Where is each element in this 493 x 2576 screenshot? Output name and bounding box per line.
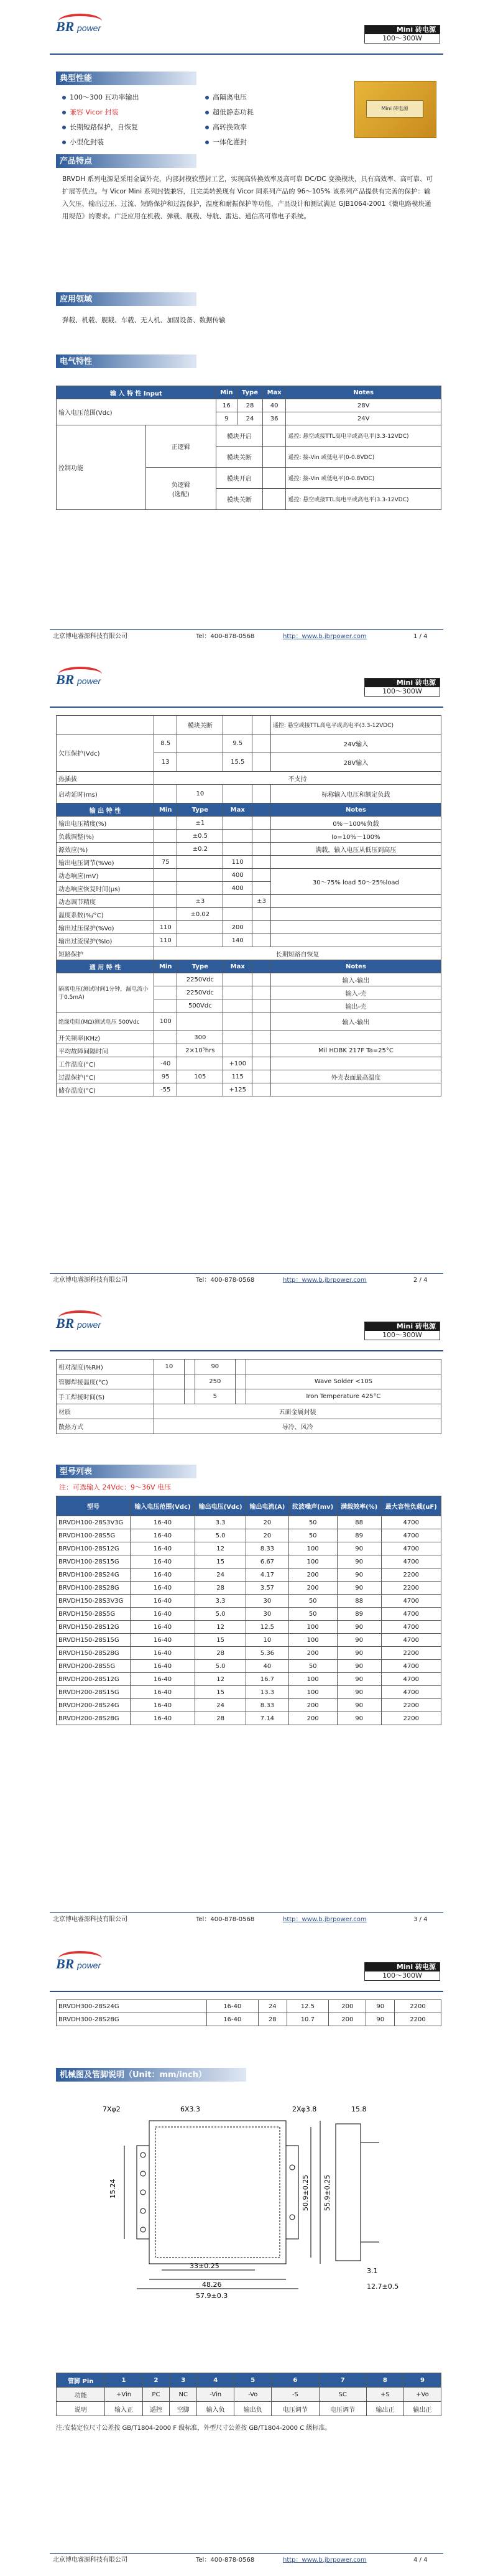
pin-cell: 3	[170, 2373, 197, 2388]
value-cell: 90	[337, 1634, 381, 1647]
dim-label: 15.24	[109, 2179, 117, 2198]
page-header	[0, 0, 493, 75]
value-cell: 100	[288, 1542, 337, 1555]
pin-cell: 6	[272, 2373, 319, 2388]
model-cell: BRVDH100-28S24G	[57, 1568, 131, 1582]
value-cell: 90	[337, 1673, 381, 1686]
value-cell: 13.3	[246, 1686, 288, 1699]
value-cell: 200	[288, 1647, 337, 1660]
model-cell: BRVDH150-28S3V3G	[57, 1595, 131, 1608]
model-note: 注：可选输入 24Vdc：9～36V 电压	[59, 1483, 172, 1491]
value-cell: 200	[288, 1712, 337, 1725]
intro-text: BRVDH 系列电源是采用金属外壳，内部封模软塑封工艺，实现高转换效率及高可靠 DC/DC 变换模块，具有高效率、高可靠、可扩展等优点。与 Vicor Mini 系列封装兼容，且完美转换现有 Vicor 同系列产品的 96～105% 该系列产品提供有完善的保护：输入欠压、输出过压、过流、短路保护和过温保护，温度和耐振保护等功能，产品设计和测试满足 GJB1064-2001《微电路模块通用规范》的要求。广泛应用在机载、弹载、舰载、导航、雷达、通信高可靠电子系统。	[62, 175, 433, 220]
table-row: 动态响应恢复时间(μs) 400	[57, 882, 441, 895]
table-row: 工作温度(°C) -40 +100	[57, 1057, 441, 1070]
value-cell: 20	[246, 1516, 288, 1529]
value-cell: 16-40	[131, 1634, 195, 1647]
value-cell: 90	[337, 1542, 381, 1555]
value-cell: 2200	[381, 1647, 441, 1660]
pin-cell: 遥控	[142, 2402, 170, 2416]
table-row: 500Vdc 输出-壳	[57, 999, 441, 1012]
table-row: 负逻辑 (选配) 模块开启 遥控: 接-Vin 或低电平(0-0.8VDC)	[57, 468, 441, 489]
value-cell: 16-40	[206, 2013, 258, 2026]
company-logo: BR power	[56, 667, 124, 693]
table-row: 9 24 36 24V	[57, 412, 441, 425]
dim-label: 6X3.3	[180, 2105, 201, 2113]
table-row: 动态响应(mV) 400 30～75% load 50～25%load	[57, 869, 441, 882]
model-table: 型号 输入电压范围(Vdc) 输出电压(Vdc) 输出电流(A) 纹波噪声(mv) 满载效率(%) 最大容性负载(uF) BRVDH100-28S3V3G 16-40 3.3 20 50 88 4700 BRVDH100-28S5G 16-40 5.0 20 50 89 4700 BRVDH100-28S12G 16-40 12 8.33 100 90 4700 BRVDH100-28S15G 16-40 15 6.67 100 90 4700 BRVDH100-28S24G 16-40 24 4.17 200 90 2200 BRVDH100-28S28G 16-40 28 3.57 200 90 2200 BRVDH150-28S3V3G 16-40 3.3 30 50 88 4700 BRVDH150-28S5G 16-40 5.0 30 50 89 4700 BRVDH150-28S12G 16-40 12 12.5 100 90 4700 BRVDH150-28S15G 16-40 15 10 100 90 4700 BRVDH150-28S28G 16-40 28 5.36 200 90 2200 BRVDH200-28S5G 16-40 5.0 40 50 90 4700 BRVDH200-28S12G 16-40 12 16.7 100 90 4700 BRVDH200-28S15G 16-40 15 13.3 100 90 4700 BRVDH200-28S24G 16-40 24 8.33 200 90 2200 BRVDH200-28S28G 16-40 28 7.14 200 90 2200	[56, 1496, 441, 1725]
pin-cell: +Vo	[403, 2388, 441, 2402]
pin-hole	[141, 2190, 145, 2195]
value-cell: 90	[337, 1568, 381, 1582]
pin-cell: -S	[272, 2388, 319, 2402]
table-row: 过温保护(°C) 95 105 115 外壳表面最高温度	[57, 1070, 441, 1083]
model-cell: BRVDH150-28S12G	[57, 1621, 131, 1634]
model-cell: BRVDH150-28S15G	[57, 1634, 131, 1647]
page-1	[0, 0, 493, 653]
table-row	[57, 2013, 441, 2026]
value-cell: 16-40	[131, 1555, 195, 1568]
power-range: 100～300W	[382, 34, 422, 42]
table-row	[57, 1516, 441, 1529]
pin-cell: 2	[142, 2373, 170, 2388]
company-logo: BR power	[56, 14, 124, 40]
table-row: 源效应(%) ±0.2 满载，输入电压从低压到高压	[57, 843, 441, 856]
value-cell: 28	[195, 1647, 246, 1660]
pin-cell: 空脚	[170, 2402, 197, 2416]
value-cell: 88	[337, 1516, 381, 1529]
website-link[interactable]: http：www.b.jbrpower.com	[283, 1916, 367, 1923]
pin-cell: 电压调节	[319, 2402, 366, 2416]
value-cell: 12	[195, 1621, 246, 1634]
value-cell: 4700	[381, 1516, 441, 1529]
pin-cell: PC	[142, 2388, 170, 2402]
table-row: 动态调节精度 ±3 ±3	[57, 895, 441, 908]
table-row: 输出过流保护(%Io) 110 140	[57, 934, 441, 947]
features-heading: 典型性能	[56, 72, 196, 85]
table-row: 模块关断 遥控: 悬空或接TTL高电平或高电平(3.3-12VDC)	[57, 716, 441, 734]
value-cell: 200	[288, 1582, 337, 1595]
value-cell: 28	[195, 1582, 246, 1595]
product-title-box	[364, 25, 440, 44]
page-3	[0, 1297, 493, 1937]
table-row: 模块关断 遥控: 悬空或接TTL高电平或高电平(3.3-12VDC)	[57, 489, 441, 510]
model-cell: BRVDH100-28S5G	[57, 1529, 131, 1542]
value-cell: 4700	[381, 1595, 441, 1608]
value-cell: 4700	[381, 1673, 441, 1686]
value-cell: 5.0	[195, 1529, 246, 1542]
table-row: 隔离电压(测试时间1分钟，漏电流小于0.5mA) 2250Vdc 输入-输出	[57, 973, 441, 986]
table-row	[57, 1555, 441, 1568]
value-cell: 2200	[395, 2000, 441, 2013]
value-cell: 16-40	[206, 2000, 258, 2013]
value-cell: 16-40	[131, 1595, 195, 1608]
value-cell: 40	[246, 1660, 288, 1673]
table-row	[57, 1673, 441, 1686]
model-table-continued	[56, 1999, 441, 2026]
table-row: 输出电压调节(%Vo) 75 110	[57, 856, 441, 869]
website-link[interactable]: http：www.b.jbrpower.com	[283, 2557, 367, 2564]
pin-cell: SC	[319, 2388, 366, 2402]
value-cell: 24	[195, 1699, 246, 1712]
pin-cell: +Vin	[105, 2388, 142, 2402]
dim-label: 55.9±0.25	[323, 2174, 331, 2211]
value-cell: 30	[246, 1595, 288, 1608]
pin-hole	[141, 2208, 145, 2213]
value-cell: 50	[288, 1595, 337, 1608]
website-link[interactable]: http：www.b.jbrpower.com	[283, 633, 367, 640]
value-cell: 90	[337, 1660, 381, 1673]
value-cell: 89	[337, 1529, 381, 1542]
value-cell: 16.7	[246, 1673, 288, 1686]
page-footer: 北京博电睿源科技有限公司 Tel：400-878-0568 http：www.b.jbrpower.com 3 / 4	[53, 1915, 445, 1925]
value-cell: 200	[288, 1568, 337, 1582]
value-cell: 24	[258, 2000, 287, 2013]
value-cell: 8.33	[246, 1699, 288, 1712]
product-title-box: Mini 砖电源 100～300W	[364, 678, 440, 697]
model-cell: BRVDH150-28S5G	[57, 1608, 131, 1621]
table-row: 控制功能 正逻辑 模块开启 遥控: 悬空或接TTL高电平或高电平(3.3-12VDC)	[57, 425, 441, 447]
table-row	[57, 1712, 441, 1725]
table-row	[57, 1529, 441, 1542]
value-cell: 100	[288, 1621, 337, 1634]
table-row	[57, 1647, 441, 1660]
application-text: 弹载、机载、舰载、车载、无人机、加固设备、数据传输	[62, 317, 226, 324]
value-cell: 20	[246, 1529, 288, 1542]
value-cell: 16-40	[131, 1699, 195, 1712]
value-cell: 6.67	[246, 1555, 288, 1568]
value-cell: 90	[337, 1712, 381, 1725]
value-cell: 2200	[381, 1568, 441, 1582]
company-logo: BR power	[56, 1310, 124, 1337]
model-list-heading: 型号列表	[56, 1465, 196, 1478]
pin-hole	[141, 2227, 145, 2232]
value-cell: 24	[195, 1568, 246, 1582]
value-cell: 2200	[381, 1699, 441, 1712]
pin-hole	[290, 2165, 295, 2170]
pin-cell: 5	[234, 2373, 272, 2388]
value-cell: 3.3	[195, 1516, 246, 1529]
pin-cell: 4	[197, 2373, 234, 2388]
pin-hole	[141, 2171, 145, 2176]
value-cell: 4700	[381, 1634, 441, 1647]
value-cell: 16-40	[131, 1608, 195, 1621]
value-cell: 10	[246, 1634, 288, 1647]
value-cell: 2200	[381, 1582, 441, 1595]
dim-label: 33±0.25	[190, 2262, 219, 2270]
value-cell: 28	[258, 2013, 287, 2026]
value-cell: 16-40	[131, 1673, 195, 1686]
value-cell: 4700	[381, 1660, 441, 1673]
value-cell: 30	[246, 1608, 288, 1621]
product-title-box: Mini 砖电源 100～300W	[364, 1962, 440, 1981]
table-row	[57, 1568, 441, 1582]
table-row	[57, 1634, 441, 1647]
feature-item: 兼容 Vicor 封装	[62, 105, 139, 120]
model-cell: BRVDH100-28S12G	[57, 1542, 131, 1555]
table-row	[57, 1686, 441, 1699]
feature-item: 高转换效率	[205, 120, 254, 135]
pin-cell: NC	[170, 2388, 197, 2402]
value-cell: 12.5	[246, 1621, 288, 1634]
value-cell: 90	[337, 1647, 381, 1660]
value-cell: 100	[288, 1686, 337, 1699]
table-row	[57, 1621, 441, 1634]
value-cell: 4700	[381, 1621, 441, 1634]
pin-hole	[290, 2215, 295, 2220]
table-row: 2250Vdc 输入-壳	[57, 986, 441, 999]
value-cell: 8.33	[246, 1542, 288, 1555]
features-list	[62, 90, 342, 152]
value-cell: 16-40	[131, 1516, 195, 1529]
electrical-heading: 电气特性	[56, 354, 196, 368]
pin-cell: 电压调节	[272, 2402, 319, 2416]
table-row	[57, 1660, 441, 1673]
value-cell: 90	[337, 1621, 381, 1634]
value-cell: 200	[329, 2013, 366, 2026]
feature-item: 高隔离电压	[205, 90, 254, 105]
input-spec-table: 输 入 特 性 Input Min Type Max Notes 输入电压范围(Vdc) 16 28 40 28V 9 24 36 24V 控制功能 正逻辑 模块开启 遥控: 悬空或接TTL高电平或高电平(3.3-12VDC) 模块关断 遥控: 接-Vin 或低电平(0-0.8VDC) 负逻辑 (选配) 模块开启 遥控: 接-Vin 或低电平(0-0.8VDC) 模块关断 遥控: 悬空或接TTL高电平或高电平(3.3-12VDC)	[56, 386, 441, 510]
value-cell: 4700	[381, 1529, 441, 1542]
value-cell: 16-40	[131, 1529, 195, 1542]
model-cell: BRVDH100-28S3V3G	[57, 1516, 131, 1529]
mechanical-drawing	[56, 2087, 441, 2335]
table-row	[57, 1608, 441, 1621]
table-row	[57, 1542, 441, 1555]
table-row: 启动延时(ms) 10 标称输入电压和额定负载	[57, 785, 441, 804]
value-cell: 4.17	[246, 1568, 288, 1582]
pin-cell: 1	[105, 2373, 142, 2388]
value-cell: 16-40	[131, 1621, 195, 1634]
value-cell: 28	[195, 1712, 246, 1725]
page-2	[0, 653, 493, 1297]
table-row: 欠压保护(Vdc) 8.5 9.5 24V输入	[57, 734, 441, 753]
model-cell: BRVDH200-28S24G	[57, 1699, 131, 1712]
value-cell: 100	[288, 1555, 337, 1568]
pin-hole	[141, 2152, 145, 2157]
value-cell: 15	[195, 1555, 246, 1568]
pin-cell: +S	[366, 2388, 403, 2402]
value-cell: 4700	[381, 1555, 441, 1568]
table-row	[57, 2000, 441, 2013]
value-cell: 50	[288, 1529, 337, 1542]
value-cell: 5.36	[246, 1647, 288, 1660]
table-row: 热插拔 不支持	[57, 772, 441, 785]
value-cell: 12	[195, 1542, 246, 1555]
model-cell: BRVDH300-28S28G	[57, 2013, 207, 2026]
intro-heading: 产品特点	[56, 154, 196, 168]
value-cell: 16-40	[131, 1660, 195, 1673]
dim-label: 48.26	[202, 2281, 222, 2289]
value-cell: 100	[288, 1673, 337, 1686]
value-cell: 5.0	[195, 1660, 246, 1673]
table-row: 管脚焊接温度(°C) 250 Wave Solder <10S	[57, 1374, 441, 1389]
value-cell: 90	[366, 2000, 395, 2013]
value-cell: 200	[288, 1699, 337, 1712]
value-cell: 88	[337, 1595, 381, 1608]
value-cell: 50	[288, 1660, 337, 1673]
table-row: 输入电压范围(Vdc) 16 28 40 28V	[57, 399, 441, 412]
model-cell: BRVDH200-28S12G	[57, 1673, 131, 1686]
value-cell: 16-40	[131, 1712, 195, 1725]
model-cell: BRVDH100-28S28G	[57, 1582, 131, 1595]
value-cell: 200	[329, 2000, 366, 2013]
value-cell: 50	[288, 1608, 337, 1621]
pin-cell: 输入负	[197, 2402, 234, 2416]
table-row: 模块关断 遥控: 接-Vin 或低电平(0-0.8VDC)	[57, 447, 441, 468]
model-cell: BRVDH100-28S15G	[57, 1555, 131, 1568]
table-row: 输出过压保护(%Vo) 110 200	[57, 921, 441, 934]
value-cell: 90	[337, 1699, 381, 1712]
table-row: 绝缘电阻(MΩ)测试电压 500Vdc 100 输入-输出	[57, 1012, 441, 1031]
table-row: 储存温度(°C) -55 +125	[57, 1083, 441, 1096]
value-cell: 50	[288, 1516, 337, 1529]
pin-cell: 输出正	[403, 2402, 441, 2416]
dim-label: 15.8	[351, 2105, 367, 2113]
product-title-box: Mini 砖电源 100～300W	[364, 1322, 440, 1340]
dim-label: 3.1	[367, 2267, 378, 2275]
value-cell: 90	[337, 1555, 381, 1568]
model-cell: BRVDH300-28S24G	[57, 2000, 207, 2013]
value-cell: 4700	[381, 1608, 441, 1621]
mechanical-heading: 机械图及管脚说明（Unit：mm/inch）	[56, 2068, 246, 2082]
value-cell: 3.3	[195, 1595, 246, 1608]
model-cell: BRVDH200-28S15G	[57, 1686, 131, 1699]
dim-label: 7Xφ2	[103, 2105, 121, 2113]
pin-cell: -Vo	[234, 2388, 272, 2402]
table-row: 负载调整(%) ±0.5 Io=10%～100%	[57, 830, 441, 843]
table-row: 材质 五面金属封装	[57, 1404, 441, 1419]
value-cell: 12	[195, 1673, 246, 1686]
value-cell: 12.5	[287, 2000, 329, 2013]
application-heading: 应用领域	[56, 292, 196, 306]
model-cell: BRVDH150-28S28G	[57, 1647, 131, 1660]
output-spec-table: 模块关断 遥控: 悬空或接TTL高电平或高电平(3.3-12VDC) 欠压保护(Vdc) 8.5 9.5 24V输入 13 15.5 28V输入 热插拔 不支持 启动延时(ms) 10 标称输入电压和额定负载 输 出 特 性 Min Type Max Notes 输出电压精度(%) ±1 0%～100%负载 负载调整(%) ±0.5 Io=10%～100% 源效应(%) ±0.2 满载，输入电压从低压到高压 输出电压调节(%Vo) 75 110 动态响应(mV) 400 30～75% load 50～25%load 动态响应恢复时间(μs) 400 动态调节精度 ±3 ±3 温度系数(%/°C) ±0.02 输出过压保护(%Vo) 110 200 输出过流保护(%Io) 110 140 短路保护 长期短路自恢复 通 用 特 性 Min Type Max Notes 隔离电压(测试时间1分钟，漏电流小于0.5mA) 2250Vdc 输入-输出 2250Vdc 输入-壳 500Vdc 输出-壳 绝缘电阻(MΩ)测试电压 500Vdc 100 输入-输出 开关频率(KHz) 300 平均故障间隔时间 2×10⁵hrs Mil HDBK 217F Ta=25°C 工作温度(°C) -40 +100 过温保护(°C) 95 105 115 外壳表面最高温度 储存温度(°C) -55 +125	[56, 715, 441, 1096]
company-logo: BR power	[56, 1951, 124, 1977]
value-cell: 16-40	[131, 1686, 195, 1699]
pin-cell: 9	[403, 2373, 441, 2388]
website-link[interactable]: http：www.b.jbrpower.com	[283, 1277, 367, 1284]
pin-cell: 输出正	[366, 2402, 403, 2416]
pin-cell: -Vin	[197, 2388, 234, 2402]
table-row: 手工焊接时间(S) 5 Iron Temperature 425°C	[57, 1389, 441, 1404]
header-rule	[50, 53, 443, 55]
value-cell: 10.7	[287, 2013, 329, 2026]
page-footer: 北京博电睿源科技有限公司 Tel：400-878-0568 http：www.b.jbrpower.com 4 / 4	[53, 2555, 445, 2565]
pin-cell: 管脚 Pin	[57, 2373, 105, 2388]
dim-label: 50.9±0.25	[302, 2174, 310, 2211]
page-4	[0, 1937, 493, 2576]
value-cell: 100	[288, 1634, 337, 1647]
feature-item: 一体化灌封	[205, 135, 254, 150]
value-cell: 15	[195, 1686, 246, 1699]
product-title: Mini 砖电源	[365, 25, 440, 34]
table-row: 输出电压精度(%) ±1 0%～100%负载	[57, 817, 441, 830]
pin-cell: 说明	[57, 2402, 105, 2416]
dim-label: 12.7±0.5	[367, 2282, 399, 2291]
feature-item: 小型化封装	[62, 135, 139, 150]
value-cell: 4700	[381, 1542, 441, 1555]
value-cell: 7.14	[246, 1712, 288, 1725]
feature-item: 100～300 瓦功率输出	[62, 90, 139, 105]
value-cell: 5.0	[195, 1608, 246, 1621]
dim-label: 57.9±0.3	[196, 2292, 228, 2300]
table-row: 13 15.5 28V输入	[57, 753, 441, 772]
table-row: 散热方式 导冷、风冷	[57, 1419, 441, 1434]
table-row: 温度系数(%/°C) ±0.02	[57, 908, 441, 921]
table-row	[57, 1582, 441, 1595]
value-cell: 89	[337, 1608, 381, 1621]
general-spec-table	[56, 1359, 441, 1434]
value-cell: 2200	[395, 2013, 441, 2026]
pin-cell: 功能	[57, 2388, 105, 2402]
feature-item: 超低静态功耗	[205, 105, 254, 120]
value-cell: 2200	[381, 1712, 441, 1725]
pin-cell: 8	[366, 2373, 403, 2388]
value-cell: 90	[337, 1686, 381, 1699]
pin-table	[56, 2373, 441, 2416]
value-cell: 16-40	[131, 1647, 195, 1660]
value-cell: 3.57	[246, 1582, 288, 1595]
feature-item: 长期短路保护，自恢复	[62, 120, 139, 135]
product-image: Mini 砖电源	[354, 81, 436, 138]
dim-label: 2Xφ3.8	[292, 2105, 317, 2113]
table-row: 相对湿度(%RH) 10 90	[57, 1360, 441, 1374]
pin-cell: 输出负	[234, 2402, 272, 2416]
table-row: 平均故障间隔时间 2×10⁵hrs Mil HDBK 217F Ta=25°C	[57, 1044, 441, 1057]
value-cell: 16-40	[131, 1542, 195, 1555]
value-cell: 16-40	[131, 1582, 195, 1595]
page-footer: 北京博电睿源科技有限公司 Tel：400-878-0568 http：www.b.jbrpower.com 2 / 4	[53, 1276, 445, 1286]
value-cell: 4700	[381, 1686, 441, 1699]
table-row: 开关频率(KHz) 300	[57, 1031, 441, 1044]
table-row	[57, 1699, 441, 1712]
value-cell: 90	[337, 1582, 381, 1595]
pin-cell: 7	[319, 2373, 366, 2388]
table-row: 短路保护 长期短路自恢复	[57, 947, 441, 960]
table-row	[57, 1595, 441, 1608]
model-cell: BRVDH200-28S28G	[57, 1712, 131, 1725]
value-cell: 90	[366, 2013, 395, 2026]
pin-cell: 输入正	[105, 2402, 142, 2416]
value-cell: 15	[195, 1634, 246, 1647]
model-cell: BRVDH200-28S5G	[57, 1660, 131, 1673]
page-footer: 北京博电睿源科技有限公司 Tel：400-878-0568 http：www.b.jbrpower.com 1 / 4	[53, 632, 445, 642]
pin-note: 注:安装定位尺寸公差按 GB/T1804-2000 F 级标准，外型尺寸公差按 GB/T1804-2000 C 级标准。	[56, 2425, 331, 2432]
value-cell: 16-40	[131, 1568, 195, 1582]
